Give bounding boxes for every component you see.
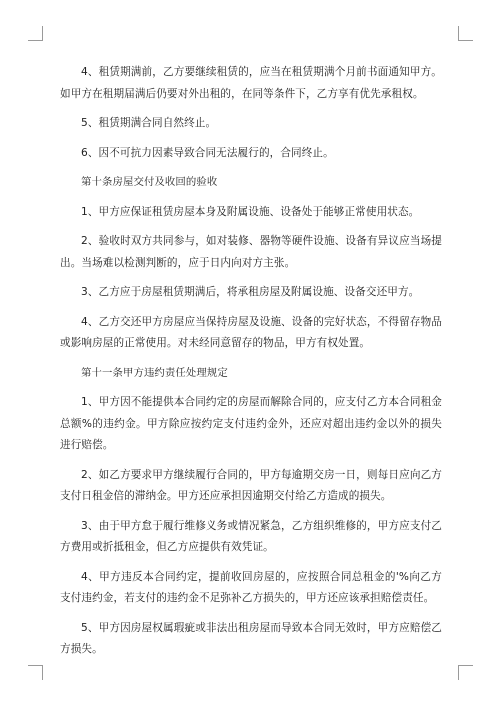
- clause-11-item-4: 4、甲方违反本合同约定，提前收回房屋的，应按照合同总租金的'%向乙方支付违约金，若支付的违约金不足弥补乙方损失的，甲方还应该承担赔偿责任。: [60, 570, 442, 604]
- document-body: [60, 62, 442, 661]
- clause-11-item-5: 5、甲方因房屋权属瑕疵或非法出租房屋而导致本合同无效时，甲方应赔偿乙方损失。: [60, 621, 442, 655]
- clause-10-item-4: 4、乙方交还甲方房屋应当保持房屋及设施、设备的完好状态，不得留存物品或影响房屋的正常使用。对未经同意留存的物品，甲方有权处置。: [60, 315, 442, 349]
- crop-mark-bottom-left: [28, 665, 43, 680]
- clause-10-item-3: 3、乙方应于房屋租赁期满后，将承租房屋及附属设施、设备交还甲方。: [81, 286, 420, 298]
- clause-11-heading: 第十一条甲方违约责任处理规定: [81, 366, 228, 379]
- clause-11-item-2: 2、如乙方要求甲方继续履行合同的，甲方每逾期交房一日，则每日应向乙方支付日租金倍的滞纳金。甲方还应承担因逾期交付给乙方造成的损失。: [60, 468, 442, 502]
- clause-10-heading: 第十条房屋交付及收回的验收: [81, 176, 218, 188]
- clause-11-item-3: 3、由于甲方怠于履行维修义务或情况紧急，乙方组织维修的，甲方应支付乙方费用或折抵租金，但乙方应提供有效凭证。: [60, 519, 442, 553]
- clause-9-item-4: 4、租赁期满前，乙方要继续租赁的，应当在租赁期满个月前书面通知甲方。如甲方在租期届满后仍要对外出租的，在同等条件下，乙方享有优先承租权。: [60, 66, 442, 100]
- clause-11-item-1: 1、甲方因不能提供本合同约定的房屋而解除合同的，应支付乙方本合同租金总额%的违约金。甲方除应按约定支付违约金外，还应对超出违约金以外的损失进行赔偿。: [60, 396, 442, 451]
- crop-mark-top-left: [28, 26, 43, 41]
- clause-9-item-5: 5、租赁期满合同自然终止。: [81, 117, 217, 129]
- clause-10-item-1: 1、甲方应保证租赁房屋本身及附属设施、设备处于能够正常使用状态。: [81, 205, 420, 218]
- crop-mark-bottom-right: [458, 665, 473, 680]
- clause-9-item-6: 6、因不可抗力因素导致合同无法履行的，合同终止。: [81, 146, 334, 159]
- crop-mark-top-right: [458, 26, 473, 41]
- clause-10-item-2: 2、验收时双方共同参与，如对装修、器物等硬件设施、设备有异议应当场提出。当场难以检测判断的，应于日内向对方主张。: [60, 235, 442, 269]
